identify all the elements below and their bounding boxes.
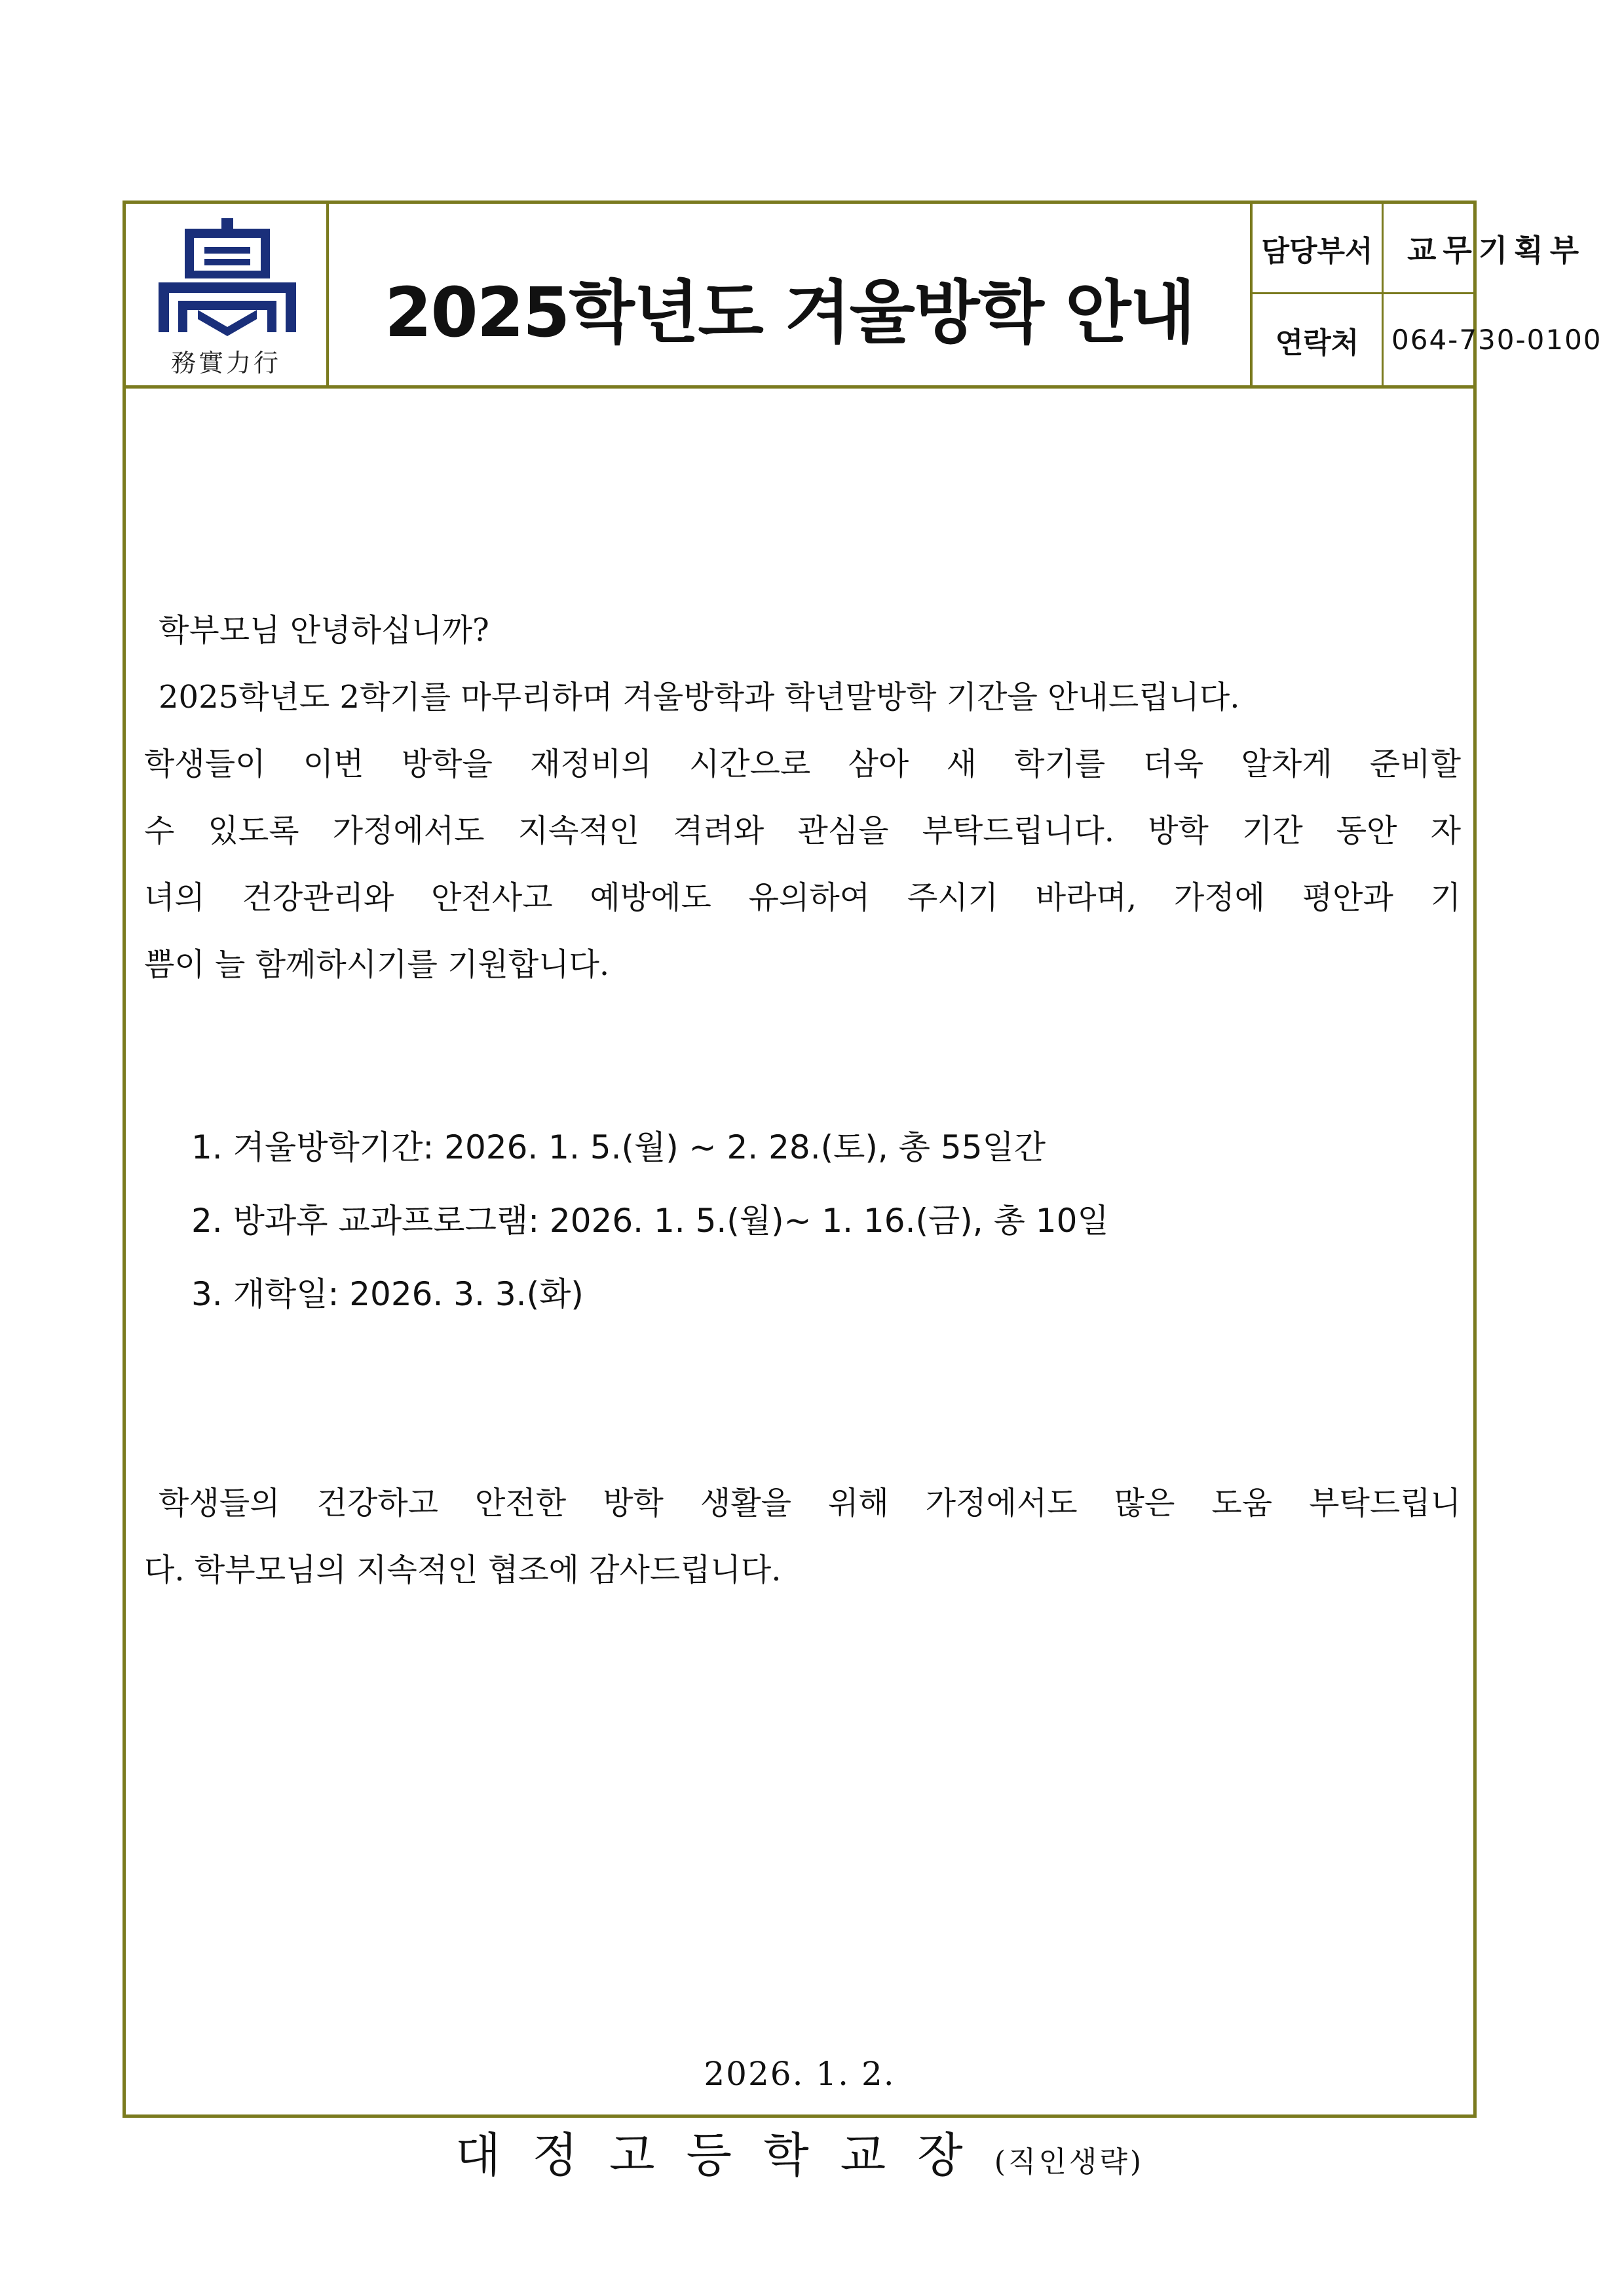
- para1-line-3: 수 있도록 가정에서도 지속적인 격려와 관심을 부탁드립니다. 방학 기간 동안 자: [144, 813, 1461, 849]
- info-table: [1253, 204, 1602, 385]
- closing-line-2: 다. 학부모님의 지속적인 협조에 감사드립니다.: [144, 1552, 782, 1588]
- logo-cell: [126, 204, 329, 385]
- para1-line-2: 학생들이 이번 방학을 재정비의 시간으로 삼아 새 학기를 더욱 알차게 준비할: [144, 746, 1461, 782]
- dept-label: 담당부서: [1253, 204, 1384, 292]
- para1-line-1: 2025학년도 2학기를 마무리하며 겨울방학과 학년말방학 기간을 안내드립니다.: [159, 679, 1240, 716]
- school-logo-icon: [159, 218, 296, 336]
- greeting: 학부모님 안녕하십니까?: [159, 612, 489, 649]
- notice-frame: [123, 201, 1602, 2183]
- dept-value: 교무기획부: [1407, 232, 1586, 268]
- seal-note: (직인생략): [994, 2145, 1144, 2179]
- issue-date: 2026. 1. 2.: [704, 2055, 896, 2093]
- list-item: 2. 방과후 교과프로그램: 2026. 1. 5.(월)~ 1. 16.(금), 총 10일: [191, 1202, 1109, 1240]
- dept-row: [1253, 204, 1586, 294]
- school-motto: 務實力行: [170, 349, 281, 377]
- contact-label: 연락처: [1253, 294, 1384, 385]
- contact-row: [1253, 294, 1602, 385]
- title-cell: [329, 204, 1253, 385]
- header: [126, 204, 1602, 389]
- list-item: 1. 겨울방학기간: 2026. 1. 5.(월) ~ 2. 28.(토), 총 55일간: [191, 1128, 1046, 1166]
- para1-line-5: 쁨이 늘 함께하시기를 기원합니다.: [144, 946, 610, 983]
- para1-line-4: 녀의 건강관리와 안전사고 예방에도 유의하여 주시기 바라며, 가정에 평안과 기: [144, 879, 1461, 916]
- list-item: 3. 개학일: 2026. 3. 3.(화): [191, 1275, 584, 1313]
- document-title: 2025학년도 겨울방학 안내: [384, 273, 1195, 353]
- contact-value: 064-730-0100: [1391, 324, 1602, 356]
- closing-line-1: 학생들의 건강하고 안전한 방학 생활을 위해 가정에서도 많은 도움 부탁드립니: [159, 1485, 1461, 1521]
- signer-name: 대정고등학교장: [455, 2128, 994, 2183]
- signer: [126, 2117, 1473, 2185]
